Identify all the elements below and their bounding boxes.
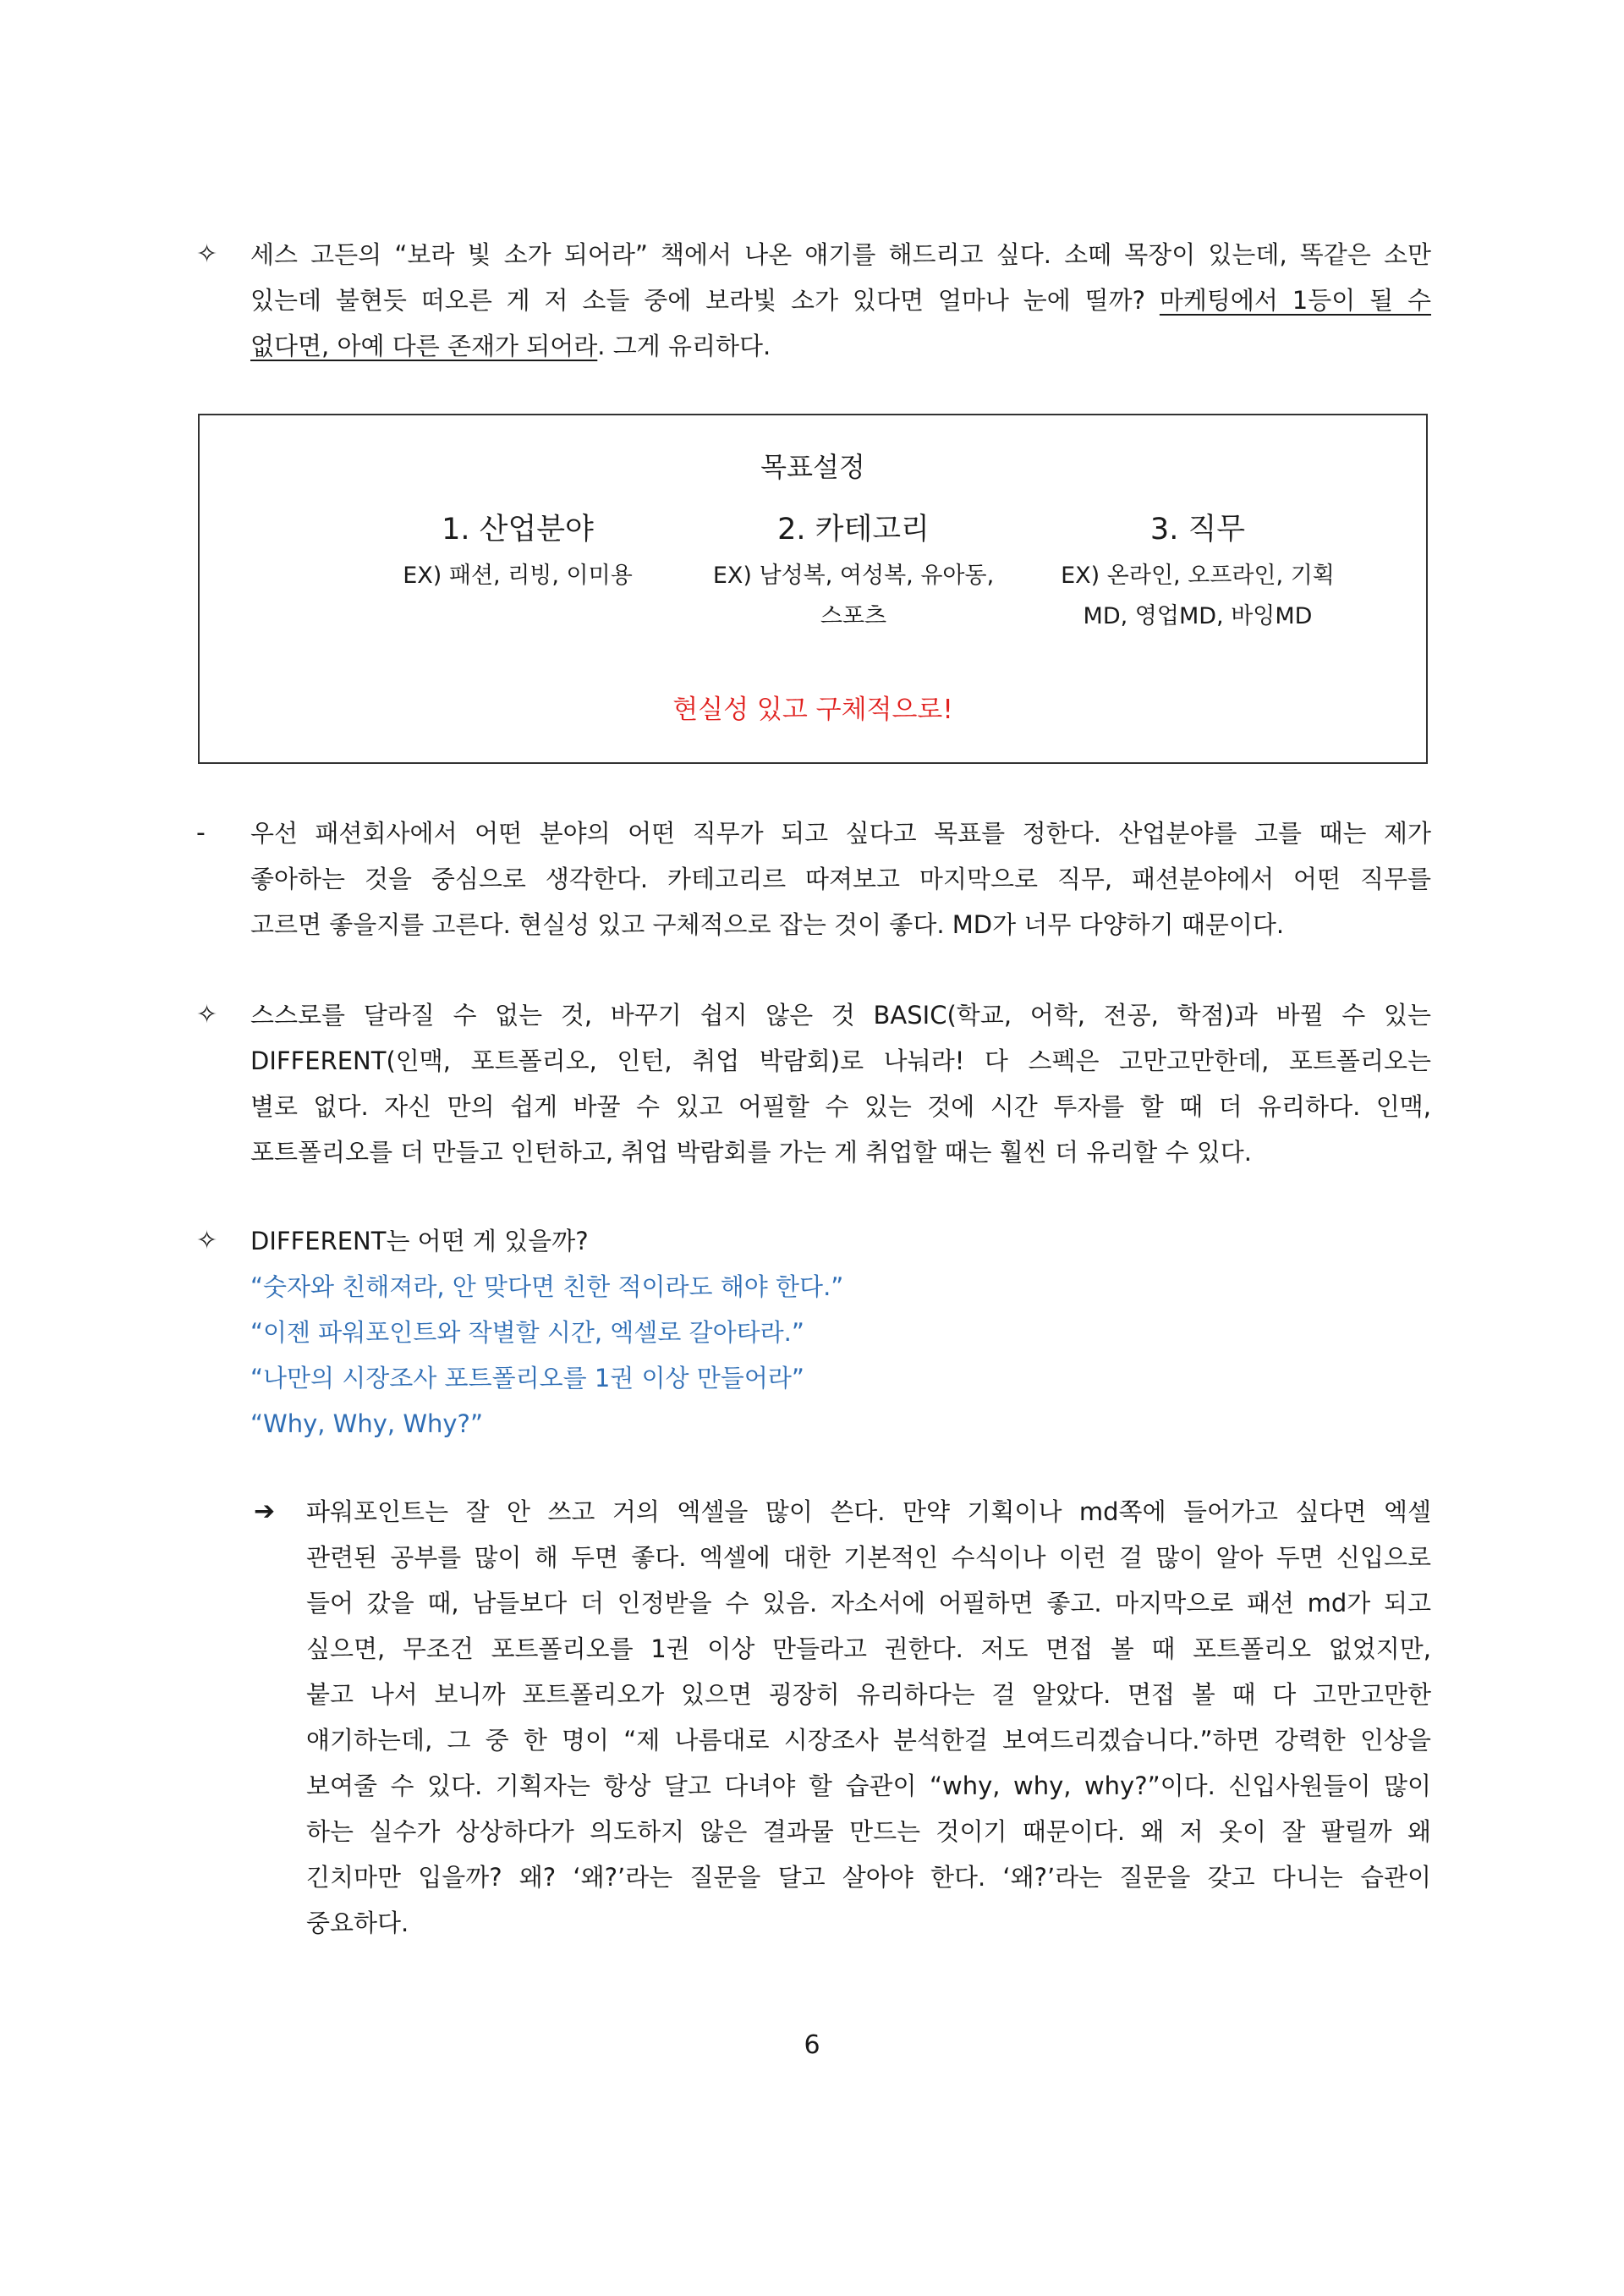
- goal-column-desc: [1029, 556, 1367, 637]
- goal-desc-line: EX) 남성복, 여성복, 유아동,: [712, 563, 995, 589]
- quote-line: “나만의 시장조사 포트폴리오를 1권 이상 만들어라”: [250, 1364, 804, 1392]
- paragraph-goal-explanation: [196, 810, 1431, 948]
- text-line: [196, 323, 1431, 369]
- goal-column-desc: [684, 556, 1023, 637]
- goal-column-heading: 1. 산업분야: [442, 513, 594, 547]
- text-line: 파워포인트는 잘 안 쓰고 거의 엑셀을 많이 쓴다. 만약 기획이나 md쪽에 들어가고 싶다면 엑셀: [306, 1497, 1431, 1526]
- goal-box-title: 목표설정: [760, 451, 865, 483]
- text-line: 들어 갔을 때, 남들보다 더 인정받을 수 있음. 자소서에 어필하면 좋고. 마지막으로 패션 md가 되고: [306, 1589, 1431, 1618]
- text-line: DIFFERENT(인맥, 포트폴리오, 인턴, 취업 박람회)로 나눠라! 다 스펙은 고만고만한데, 포트폴리오는: [250, 1046, 1431, 1075]
- quote-line: “숫자와 친해져라, 안 맞다면 친한 적이라도 해야 한다.”: [250, 1272, 844, 1301]
- goal-column-heading: 3. 직무: [1149, 513, 1246, 547]
- paragraph-seth-godin: [196, 232, 1431, 369]
- text-line: 긴치마만 입을까? 왜? ‘왜?’라는 질문을 달고 살아야 한다. ‘왜?’라는 질문을 갖고 다니는 습관이: [306, 1863, 1431, 1892]
- underlined-text: 없다면, 아예 다른 존재가 되어라: [250, 332, 598, 360]
- text-line: [196, 277, 1431, 323]
- diamond-bullet-icon: ✧: [196, 1000, 218, 1030]
- underlined-text: 마케팅에서 1등이 될 수: [1159, 286, 1432, 315]
- text-line: 좋아하는 것을 중심으로 생각한다. 카테고리르 따져보고 마지막으로 직무, 패션분야에서 어떤 직무를: [250, 865, 1431, 893]
- goal-column-desc: EX) 패션, 리빙, 이미용: [403, 563, 633, 589]
- goal-column-job: [1029, 508, 1367, 637]
- goal-desc-line: MD, 영업MD, 바잉MD: [1083, 603, 1313, 629]
- text-line: 얘기하는데, 그 중 한 명이 “제 나름대로 시장조사 분석한걸 보여드리겠습니다.”하면 강력한 인상을: [306, 1726, 1431, 1755]
- text-line: 관련된 공부를 많이 해 두면 좋다. 엑셀에 대한 기본적인 수식이나 이런 걸 많이 알아 두면 신입으로: [306, 1543, 1431, 1572]
- paragraph-basic-different: [196, 992, 1431, 1175]
- diamond-bullet-icon: ✧: [196, 1226, 218, 1255]
- goal-column-heading: 2. 카테고리: [777, 513, 930, 547]
- goal-desc-line: EX) 온라인, 오프라인, 기획: [1061, 563, 1335, 589]
- paragraph-excel-portfolio: [254, 1489, 1431, 1946]
- text-span: . 그게 유리하다.: [597, 332, 771, 360]
- text-line: 세스 고든의 “보라 빛 소가 되어라” 책에서 나온 얘기를 해드리고 싶다. 소떼 목장이 있는데, 똑같은 소만: [250, 240, 1431, 269]
- paragraph-different-quotes: [196, 1218, 1431, 1447]
- diamond-bullet-icon: ✧: [196, 239, 218, 269]
- quote-line: “이젠 파워포인트와 작별할 시간, 엑셀로 갈아타라.”: [250, 1318, 804, 1347]
- text-line: 붙고 나서 보니까 포트폴리오가 있으면 굉장히 유리하다는 걸 알았다. 면접 볼 때 다 고만고만한: [306, 1680, 1431, 1709]
- text-line: 고르면 좋을지를 고른다. 현실성 있고 구체적으로 잡는 것이 좋다. MD가 너무 다양하기 때문이다.: [250, 910, 1285, 939]
- section-heading: DIFFERENT는 어떤 게 있을까?: [250, 1227, 589, 1255]
- goal-emphasis-text: 현실성 있고 구체적으로!: [672, 695, 953, 725]
- text-line: 별로 없다. 자신 만의 쉽게 바꿀 수 있고 어필할 수 있는 것에 시간 투자를 할 때 더 유리하다. 인맥,: [250, 1092, 1431, 1121]
- text-line: 싶으면, 무조건 포트폴리오를 1권 이상 만들라고 권한다. 저도 면접 볼 때 포트폴리오 없었지만,: [306, 1634, 1431, 1663]
- goal-column-industry: [348, 508, 687, 596]
- quote-line: “Why, Why, Why?”: [250, 1409, 483, 1438]
- goal-setting-box: [198, 414, 1428, 764]
- arrow-bullet-icon: ➔: [254, 1497, 276, 1526]
- text-line: 우선 패션회사에서 어떤 분야의 어떤 직무가 되고 싶다고 목표를 정한다. 산업분야를 고를 때는 제가: [250, 819, 1431, 848]
- dash-bullet-icon: -: [196, 818, 206, 848]
- text-line: 포트폴리오를 더 만들고 인턴하고, 취업 박람회를 가는 게 취업할 때는 훨씬 더 유리할 수 있다.: [250, 1138, 1253, 1167]
- page-number: 6: [804, 2030, 820, 2060]
- text-line: 보여줄 수 있다. 기획자는 항상 달고 다녀야 할 습관이 “why, why, why?”이다. 신입사원들이 많이: [306, 1771, 1431, 1800]
- text-line: 스스로를 달라질 수 없는 것, 바꾸기 쉽지 않은 것 BASIC(학교, 어학, 전공, 학점)과 바뀔 수 있는: [250, 1001, 1431, 1030]
- goal-desc-line: 스포츠: [820, 603, 887, 629]
- text-span: 있는데 불현듯 떠오른 게 저 소들 중에 보라빛 소가 있다면 얼마나 눈에 띨까?: [250, 286, 1160, 315]
- text-line: 중요하다.: [306, 1909, 409, 1937]
- goal-column-category: [684, 508, 1023, 637]
- text-line: 하는 실수가 상상하다가 의도하지 않은 결과물 만드는 것이기 때문이다. 왜 저 옷이 잘 팔릴까 왜: [306, 1817, 1431, 1846]
